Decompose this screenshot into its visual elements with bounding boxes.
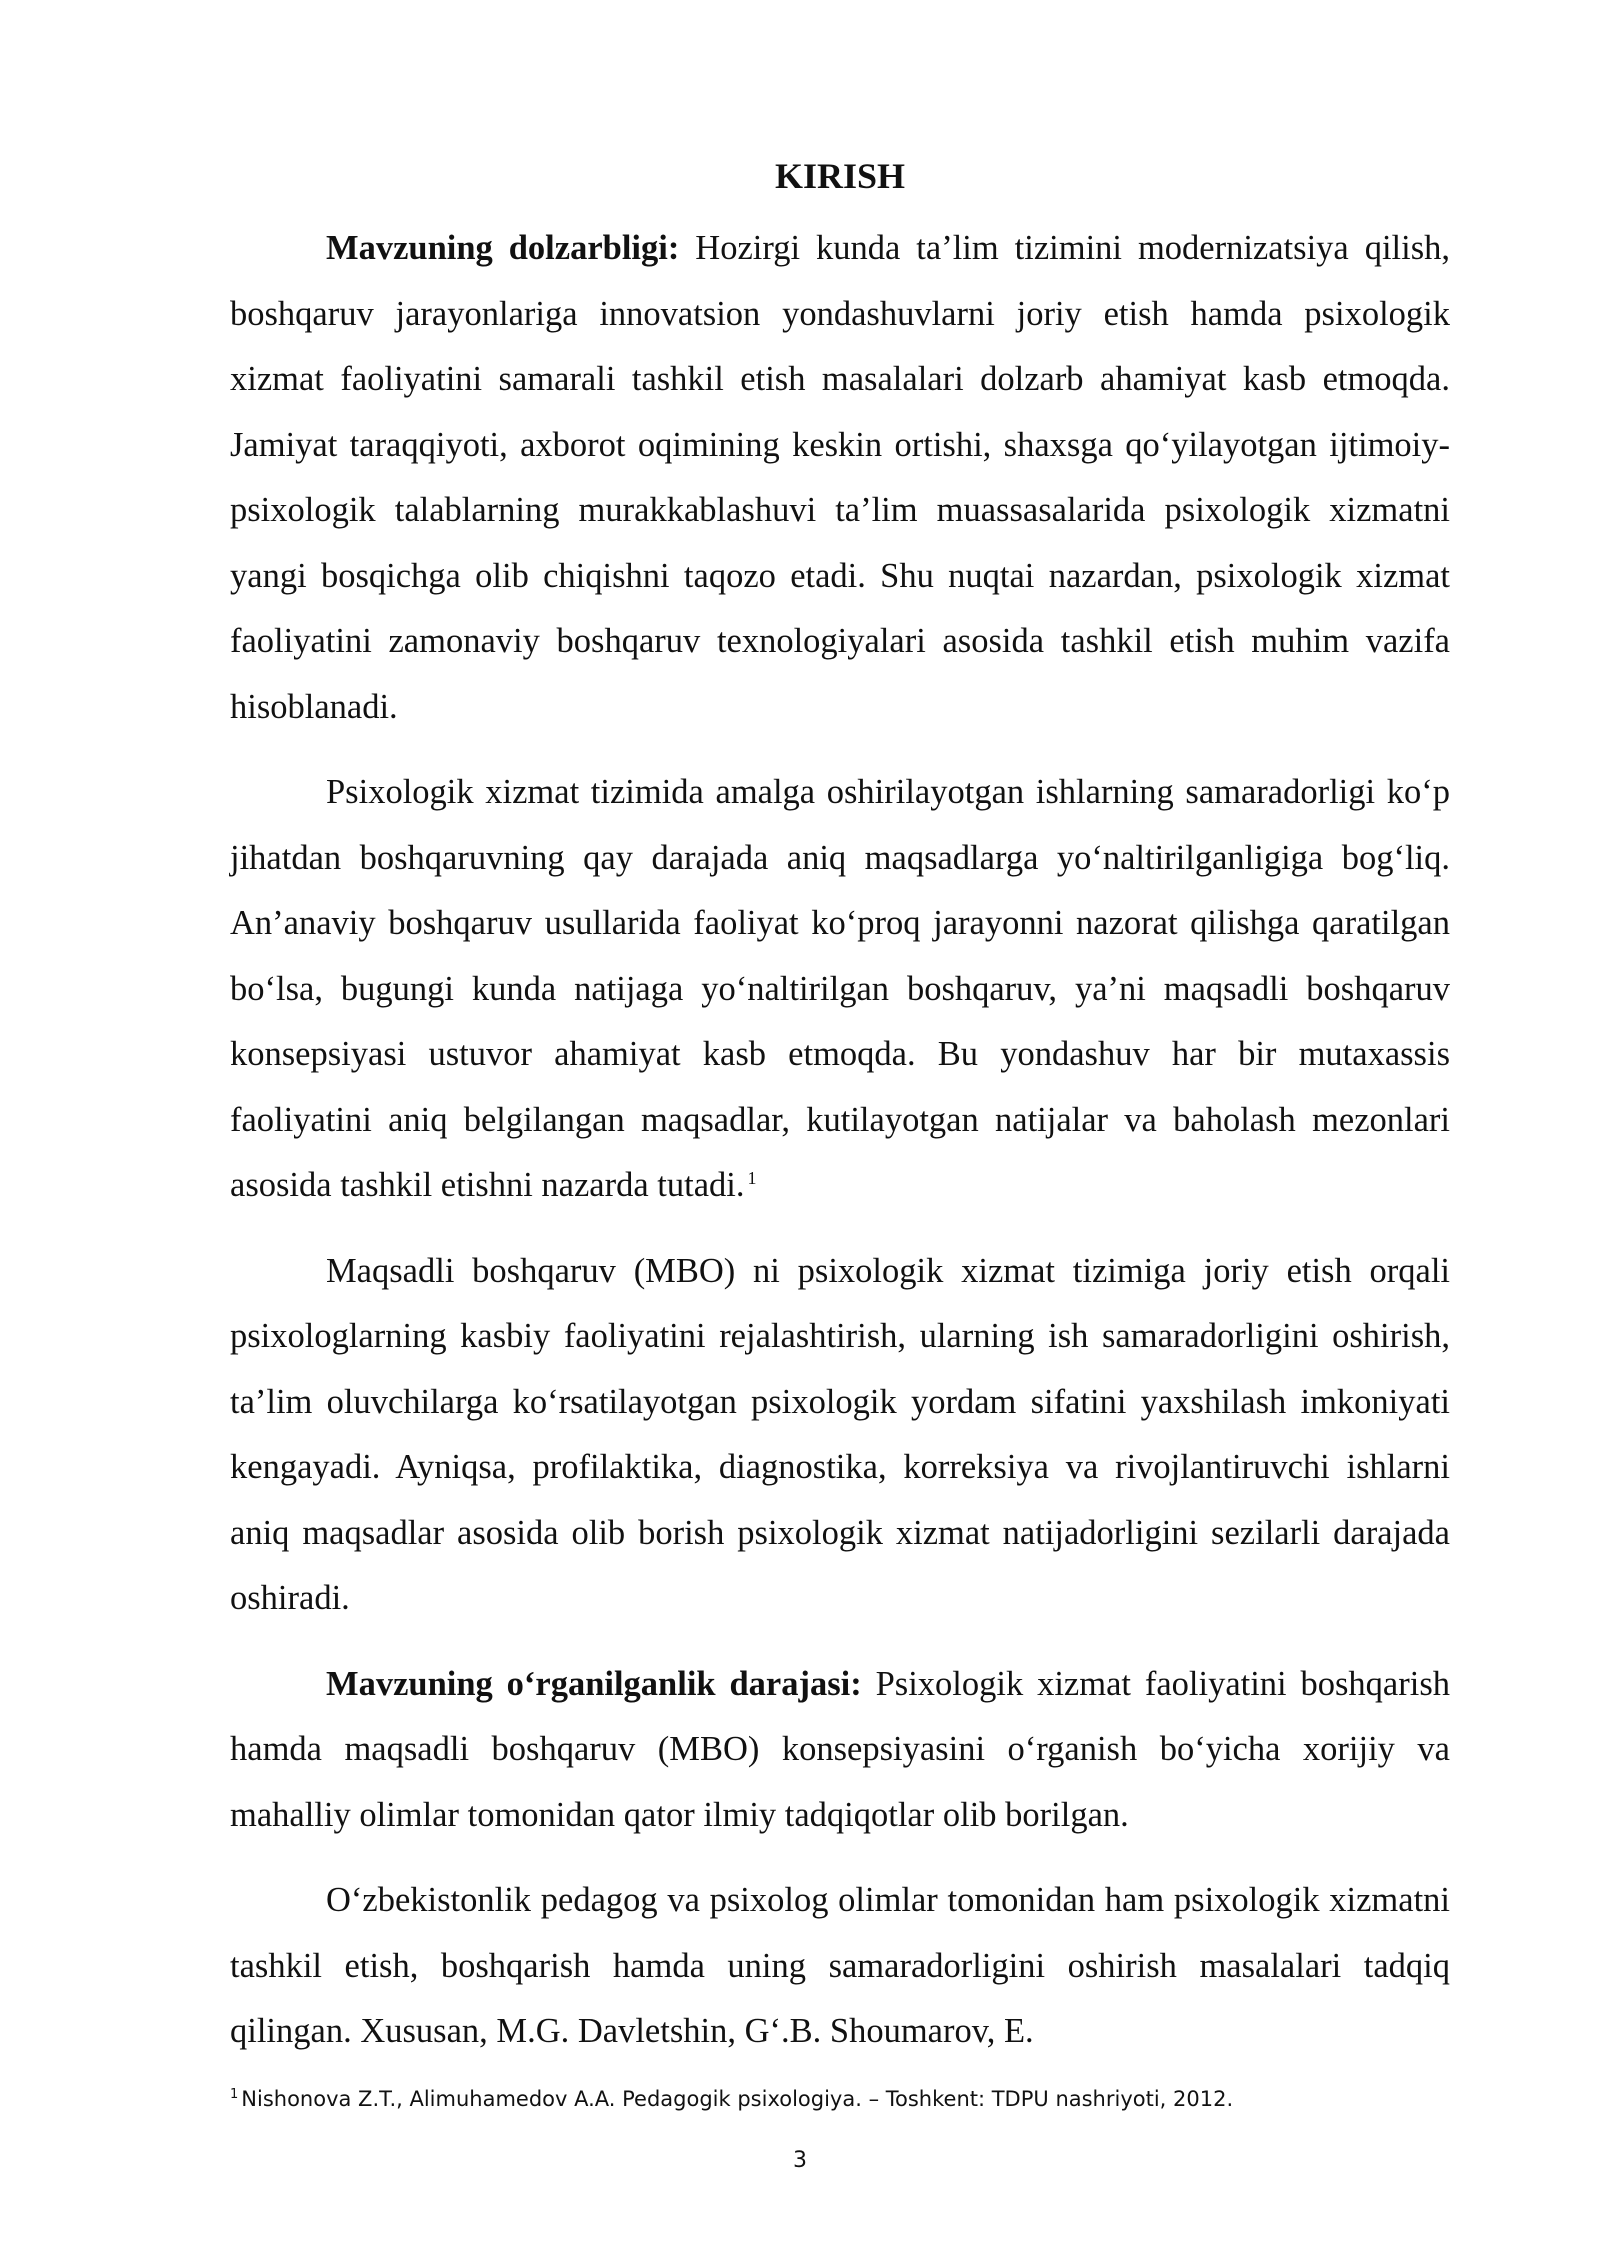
footnote-text: Nishonova Z.T., Alimuhamedov A.A. Pedagogik psixologiya. – Toshkent: TDPU nashriyoti, 2012. — [241, 2087, 1234, 2111]
footnote-number: 1 — [230, 2087, 239, 2102]
paragraph-text: O‘zbekistonlik pedagog va psixolog olimlar tomonidan ham psixologik xizmatni tashkil etish, boshqarish hamda uning samaradorligini oshirish masalalari tadqiq qilingan. Xususan, M.G. Davletshin, G‘.B. Shoumarov, E. — [230, 1881, 1450, 2050]
paragraph-efficiency — [230, 760, 1450, 1219]
paragraph-uzbek-scholars — [230, 1868, 1450, 2065]
paragraph-text: Psixologik xizmat faoliyatini boshqarish hamda maqsadli boshqaruv (MBO) konsepsiyasini o‘rganish bo‘yicha xorijiy va mahalliy olimlar tomonidan qator ilmiy tadqiqotlar olib borilgan. — [230, 1664, 1450, 1834]
page-number: 3 — [793, 2148, 807, 2173]
paragraph-lead: Mavzuning dolzarbligi: — [326, 229, 680, 267]
paragraph-relevance — [230, 216, 1450, 740]
paragraph-text: Psixologik xizmat tizimida amalga oshirilayotgan ishlarning samaradorligi ko‘p jihatdan boshqaruvning qay darajada aniq maqsadlarga yo‘naltirilganligiga bog‘liq. An’anaviy boshqaruv usullarida faoliyat ko‘proq jarayonni nazorat qilishga qaratilgan bo‘lsa, bugungi kunda natijaga yo‘naltirilgan boshqaruv, ya’ni maqsadli boshqaruv konsepsiyasi ustuvor ahamiyat kasb etmoqda. Bu yondashuv har bir mutaxassis faoliyatini aniq belgilangan maqsadlar, kutilayotgan natijalar va baholash mezonlari asosida tashkil etishni nazarda tutadi. — [230, 773, 1450, 1204]
footnote — [230, 2085, 1450, 2113]
paragraph-mbo — [230, 1239, 1450, 1632]
footnote-reference[interactable]: 1 — [747, 1167, 757, 1188]
section-title: KIRISH — [774, 156, 906, 196]
paragraph-text: Hozirgi kunda ta’lim tizimini modernizatsiya qilish, boshqaruv jarayonlariga innovatsion yondashuvlarni joriy etish hamda psixologik xizmat faoliyatini samarali tashkil etish masalalari dolzarb ahamiyat kasb etmoqda. Jamiyat taraqqiyoti, axborot oqimining keskin ortishi, shaxsga qo‘yilayotgan ijtimoiy-psixologik talablarning murakkablashuvi ta’lim muassasalarida psixologik xizmatni yangi bosqichga olib chiqishni taqozo etadi. Shu nuqtai nazardan, psixologik xizmat faoliyatini zamonaviy boshqaruv texnologiyalari asosida tashkil etish muhim vazifa hisoblanadi. — [230, 229, 1450, 726]
page-content — [230, 150, 1450, 2085]
paragraph-text: Maqsadli boshqaruv (MBO) ni psixologik xizmat tizimiga joriy etish orqali psixologlarning kasbiy faoliyatini rejalashtirish, ularning ish samaradorligini oshirish, ta’lim oluvchilarga ko‘rsatilayotgan psixologik yordam sifatini yaxshilash imkoniyati kengayadi. Ayniqsa, profilaktika, diagnostika, korreksiya va rivojlantiruvchi ishlarni aniq maqsadlar asosida olib borish psixologik xizmat natijadorligini sezilarli darajada oshiradi. — [230, 1251, 1450, 1617]
paragraph-study-level — [230, 1652, 1450, 1849]
paragraph-lead: Mavzuning o‘rganilganlik darajasi: — [326, 1664, 862, 1703]
